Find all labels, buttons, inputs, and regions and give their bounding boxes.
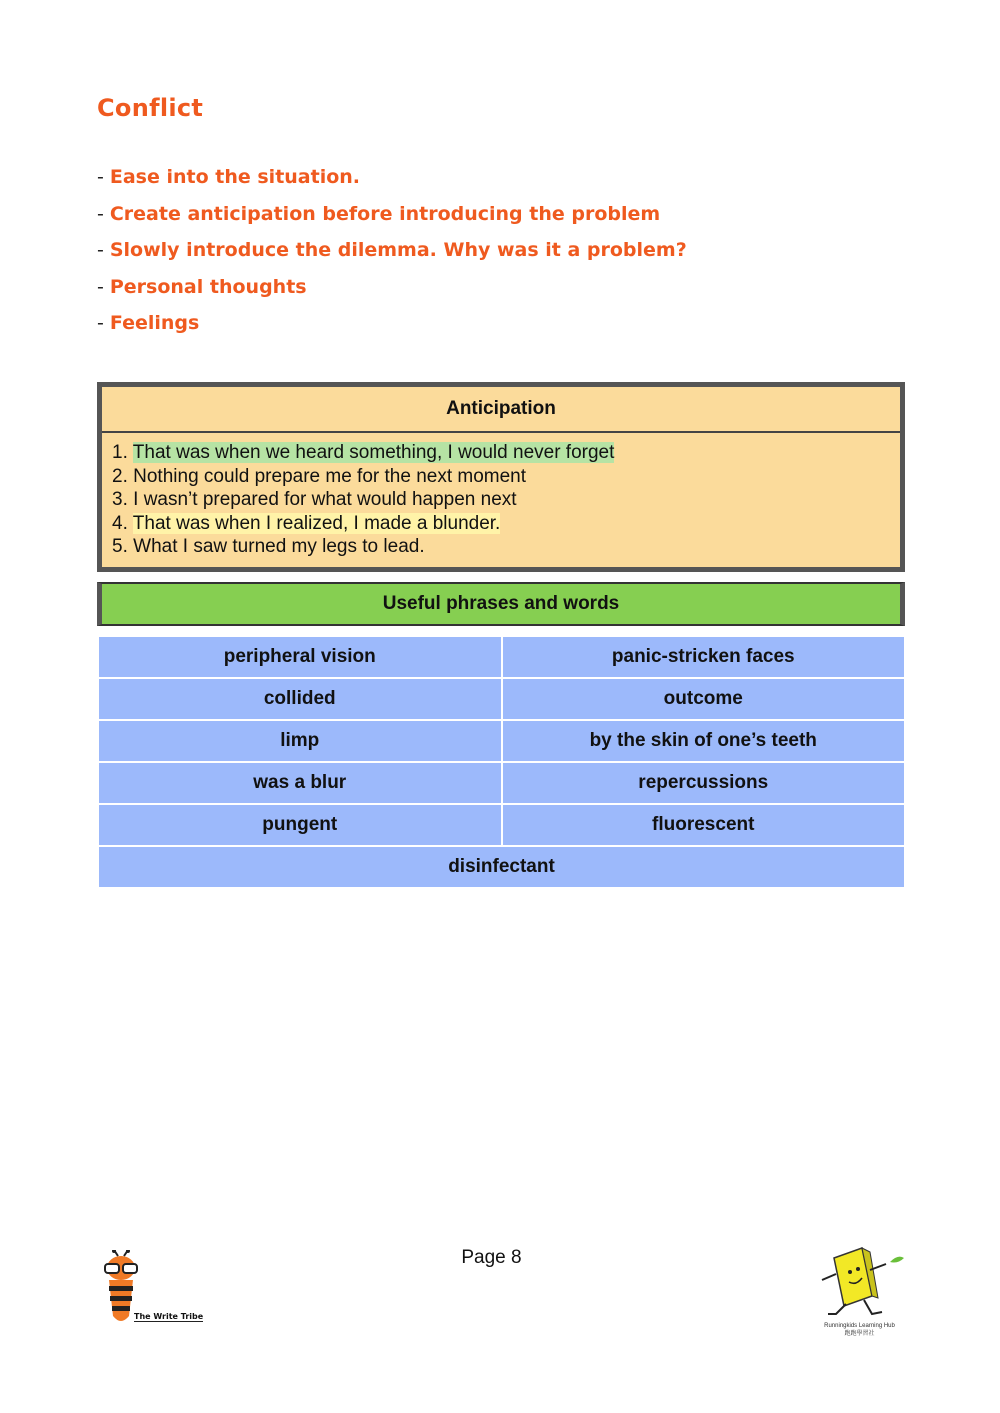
learning-hub-logo — [812, 1244, 907, 1344]
table-cell: limp — [99, 720, 502, 762]
list-item: - Personal thoughts — [97, 275, 307, 298]
table-cell: fluorescent — [502, 804, 905, 846]
list-item: 1. That was when we heard something, I would never forget — [112, 442, 615, 463]
list-item: - Feelings — [97, 312, 200, 334]
list-item: - Ease into the situation. — [97, 166, 361, 188]
table-cell: disinfectant — [99, 846, 904, 888]
highlighted-text: That was when we heard something, I would never forget — [132, 442, 615, 463]
table-cell: peripheral vision — [99, 637, 502, 678]
tips-list — [97, 162, 687, 345]
table-cell: by the skin of one’s teeth — [502, 720, 905, 762]
list-item: 5. What I saw turned my legs to lead. — [112, 536, 425, 557]
anticipation-title: Anticipation — [102, 387, 900, 433]
list-item: - Create anticipation before introducing the problem — [97, 202, 661, 225]
page-title: Conflict — [97, 94, 204, 122]
list-item: 2. Nothing could prepare me for the next moment — [112, 465, 527, 487]
phrases-header: Useful phrases and words — [97, 582, 905, 626]
list-item: 4. That was when I realized, I made a blunder. — [112, 512, 501, 534]
table-cell: outcome — [502, 678, 905, 720]
logo-text: The Write Tribe — [134, 1312, 204, 1321]
table-row — [99, 678, 904, 720]
page-number: Page 8 — [461, 1247, 522, 1268]
table-cell: repercussions — [502, 762, 905, 804]
table-row — [99, 846, 904, 888]
table-row — [99, 720, 904, 762]
table-cell: panic-stricken faces — [502, 637, 905, 678]
anticipation-list — [102, 433, 900, 559]
list-item: - Slowly introduce the dilemma. Why was it a problem? — [97, 239, 687, 261]
table-row — [99, 804, 904, 846]
table-cell: was a blur — [99, 762, 502, 804]
table-row — [99, 637, 904, 678]
logo-text: 跑跑學習社 — [844, 1331, 875, 1337]
logo-text: Runningkids Learning Hub — [824, 1323, 895, 1329]
running-book-icon — [812, 1244, 907, 1320]
table-row — [99, 762, 904, 804]
table-cell: collided — [99, 678, 502, 720]
list-item: 3. I wasn’t prepared for what would happen next — [112, 489, 517, 510]
anticipation-box — [97, 382, 905, 572]
write-tribe-logo — [100, 1250, 210, 1330]
highlighted-text: That was when I realized, I made a blunder. — [132, 512, 501, 534]
table-cell: pungent — [99, 804, 502, 846]
phrases-table — [99, 637, 904, 889]
